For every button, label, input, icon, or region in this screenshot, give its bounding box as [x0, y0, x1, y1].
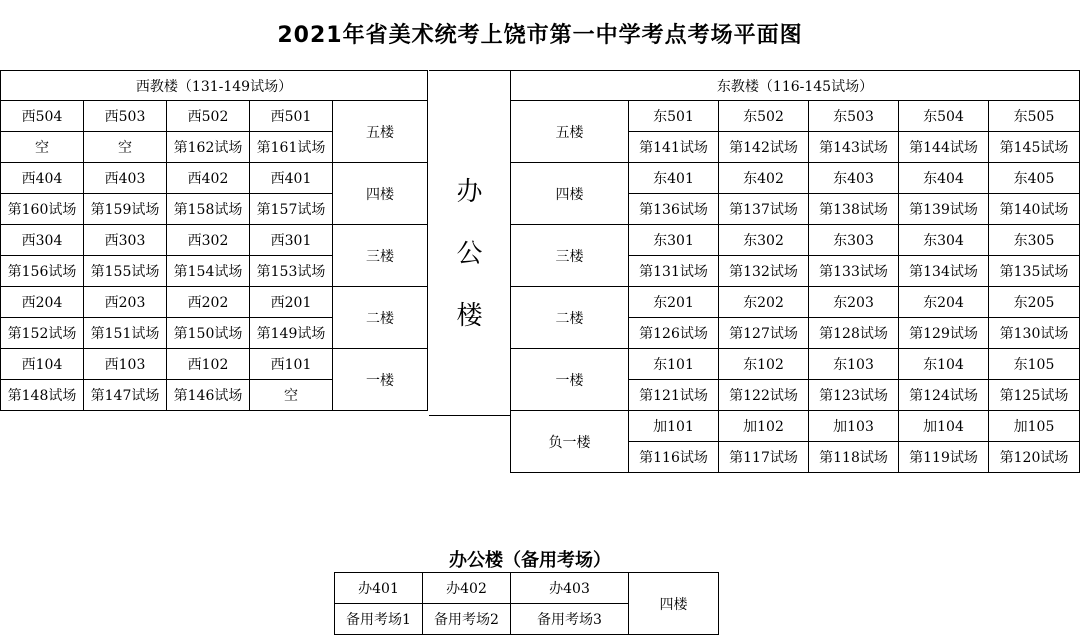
west-room-number: 西402	[167, 163, 250, 194]
west-exam-name: 第149试场	[250, 318, 333, 349]
east-exam-name: 第129试场	[899, 318, 989, 349]
east-room-number: 东302	[719, 225, 809, 256]
east-exam-name: 第117试场	[719, 442, 809, 473]
east-room-row	[511, 225, 1080, 256]
west-room-number: 西301	[250, 225, 333, 256]
west-room-number: 西503	[84, 101, 167, 132]
west-exam-name: 第150试场	[167, 318, 250, 349]
west-exam-name: 第161试场	[250, 132, 333, 163]
west-floor-label: 三楼	[333, 225, 428, 287]
backup-exam: 备用考场3	[511, 604, 629, 635]
west-room-number: 西504	[1, 101, 84, 132]
east-room-number: 东204	[899, 287, 989, 318]
east-exam-name: 第143试场	[809, 132, 899, 163]
office-building-block	[429, 70, 510, 416]
west-exam-name: 空	[250, 380, 333, 411]
east-room-number: 东103	[809, 349, 899, 380]
west-exam-name: 空	[1, 132, 84, 163]
west-floor-label: 一楼	[333, 349, 428, 411]
east-exam-name: 第136试场	[629, 194, 719, 225]
west-room-number: 西404	[1, 163, 84, 194]
east-floor-label: 一楼	[511, 349, 629, 411]
backup-exam: 备用考场2	[423, 604, 511, 635]
west-exam-name: 第147试场	[84, 380, 167, 411]
west-exam-name: 第152试场	[1, 318, 84, 349]
west-room-row	[1, 287, 428, 318]
east-exam-name: 第144试场	[899, 132, 989, 163]
west-exam-name: 第153试场	[250, 256, 333, 287]
west-room-number: 西202	[167, 287, 250, 318]
east-building-header: 东教楼（116-145试场）	[511, 71, 1080, 101]
west-exam-name: 第158试场	[167, 194, 250, 225]
west-building-header: 西教楼（131-149试场）	[1, 71, 428, 101]
east-room-number: 东403	[809, 163, 899, 194]
west-room-number: 西103	[84, 349, 167, 380]
east-room-row	[511, 411, 1080, 442]
east-exam-name: 第135试场	[989, 256, 1080, 287]
east-room-number: 加104	[899, 411, 989, 442]
east-room-number: 东405	[989, 163, 1080, 194]
backup-exam: 备用考场1	[335, 604, 423, 635]
west-room-number: 西204	[1, 287, 84, 318]
west-exam-name: 空	[84, 132, 167, 163]
west-exam-name: 第160试场	[1, 194, 84, 225]
west-room-number: 西501	[250, 101, 333, 132]
east-room-number: 东303	[809, 225, 899, 256]
east-exam-name: 第126试场	[629, 318, 719, 349]
east-exam-name: 第132试场	[719, 256, 809, 287]
east-floor-label: 二楼	[511, 287, 629, 349]
backup-room: 办401	[335, 573, 423, 604]
west-room-row	[1, 225, 428, 256]
east-exam-name: 第145试场	[989, 132, 1080, 163]
east-room-number: 东504	[899, 101, 989, 132]
east-exam-name: 第119试场	[899, 442, 989, 473]
east-room-number: 东201	[629, 287, 719, 318]
east-room-number: 东203	[809, 287, 899, 318]
west-floor-label: 四楼	[333, 163, 428, 225]
east-room-row	[511, 101, 1080, 132]
east-room-number: 东402	[719, 163, 809, 194]
west-room-row	[1, 101, 428, 132]
east-exam-name: 第134试场	[899, 256, 989, 287]
east-room-number: 加101	[629, 411, 719, 442]
east-room-number: 加103	[809, 411, 899, 442]
west-floor-label: 二楼	[333, 287, 428, 349]
east-room-number: 东502	[719, 101, 809, 132]
office-char-1: 办	[456, 177, 483, 207]
east-exam-name: 第116试场	[629, 442, 719, 473]
east-building-table	[510, 70, 1080, 473]
east-room-number: 加105	[989, 411, 1080, 442]
west-exam-name: 第155试场	[84, 256, 167, 287]
east-room-row	[511, 163, 1080, 194]
west-exam-name: 第159试场	[84, 194, 167, 225]
west-room-row	[1, 349, 428, 380]
east-exam-name: 第140试场	[989, 194, 1080, 225]
east-exam-name: 第138试场	[809, 194, 899, 225]
west-floor-label: 五楼	[333, 101, 428, 163]
east-exam-name: 第130试场	[989, 318, 1080, 349]
west-room-number: 西304	[1, 225, 84, 256]
east-exam-name: 第122试场	[719, 380, 809, 411]
east-room-row	[511, 287, 1080, 318]
east-room-number: 东101	[629, 349, 719, 380]
west-exam-name: 第157试场	[250, 194, 333, 225]
east-floor-label: 五楼	[511, 101, 629, 163]
east-exam-name: 第118试场	[809, 442, 899, 473]
backup-room: 办403	[511, 573, 629, 604]
west-room-number: 西401	[250, 163, 333, 194]
west-room-number: 西303	[84, 225, 167, 256]
east-room-number: 东205	[989, 287, 1080, 318]
east-room-number: 东304	[899, 225, 989, 256]
east-exam-name: 第141试场	[629, 132, 719, 163]
west-room-row	[1, 163, 428, 194]
east-exam-name: 第123试场	[809, 380, 899, 411]
west-room-number: 西203	[84, 287, 167, 318]
backup-room: 办402	[423, 573, 511, 604]
east-room-number: 东404	[899, 163, 989, 194]
east-exam-name: 第124试场	[899, 380, 989, 411]
west-exam-name: 第148试场	[1, 380, 84, 411]
east-room-number: 东501	[629, 101, 719, 132]
east-exam-name: 第120试场	[989, 442, 1080, 473]
backup-title: 办公楼（备用考场）	[449, 550, 611, 571]
east-floor-label: 三楼	[511, 225, 629, 287]
west-exam-name: 第156试场	[1, 256, 84, 287]
east-room-number: 东401	[629, 163, 719, 194]
east-floor-label: 负一楼	[511, 411, 629, 473]
east-exam-name: 第137试场	[719, 194, 809, 225]
east-exam-name: 第128试场	[809, 318, 899, 349]
west-room-number: 西302	[167, 225, 250, 256]
backup-floor-label: 四楼	[629, 573, 719, 635]
east-exam-name: 第127试场	[719, 318, 809, 349]
west-room-number: 西104	[1, 349, 84, 380]
east-room-number: 东202	[719, 287, 809, 318]
east-room-number: 东505	[989, 101, 1080, 132]
office-char-3: 楼	[456, 301, 483, 331]
east-exam-name: 第121试场	[629, 380, 719, 411]
page-title: 2021年省美术统考上饶市第一中学考点考场平面图	[277, 23, 803, 48]
west-room-number: 西101	[250, 349, 333, 380]
east-room-row	[511, 349, 1080, 380]
east-room-number: 东301	[629, 225, 719, 256]
east-exam-name: 第131试场	[629, 256, 719, 287]
west-exam-name: 第146试场	[167, 380, 250, 411]
east-floor-label: 四楼	[511, 163, 629, 225]
west-room-number: 西102	[167, 349, 250, 380]
west-room-number: 西502	[167, 101, 250, 132]
east-room-number: 东105	[989, 349, 1080, 380]
east-room-number: 加102	[719, 411, 809, 442]
west-exam-name: 第162试场	[167, 132, 250, 163]
backup-table	[334, 572, 719, 635]
east-exam-name: 第125试场	[989, 380, 1080, 411]
east-room-number: 东305	[989, 225, 1080, 256]
east-exam-name: 第139试场	[899, 194, 989, 225]
west-room-number: 西403	[84, 163, 167, 194]
west-exam-name: 第151试场	[84, 318, 167, 349]
west-exam-name: 第154试场	[167, 256, 250, 287]
east-exam-name: 第133试场	[809, 256, 899, 287]
east-room-number: 东503	[809, 101, 899, 132]
east-exam-name: 第142试场	[719, 132, 809, 163]
east-room-number: 东104	[899, 349, 989, 380]
east-room-number: 东102	[719, 349, 809, 380]
west-building-table	[0, 70, 428, 411]
west-room-number: 西201	[250, 287, 333, 318]
office-char-2: 公	[456, 239, 483, 269]
